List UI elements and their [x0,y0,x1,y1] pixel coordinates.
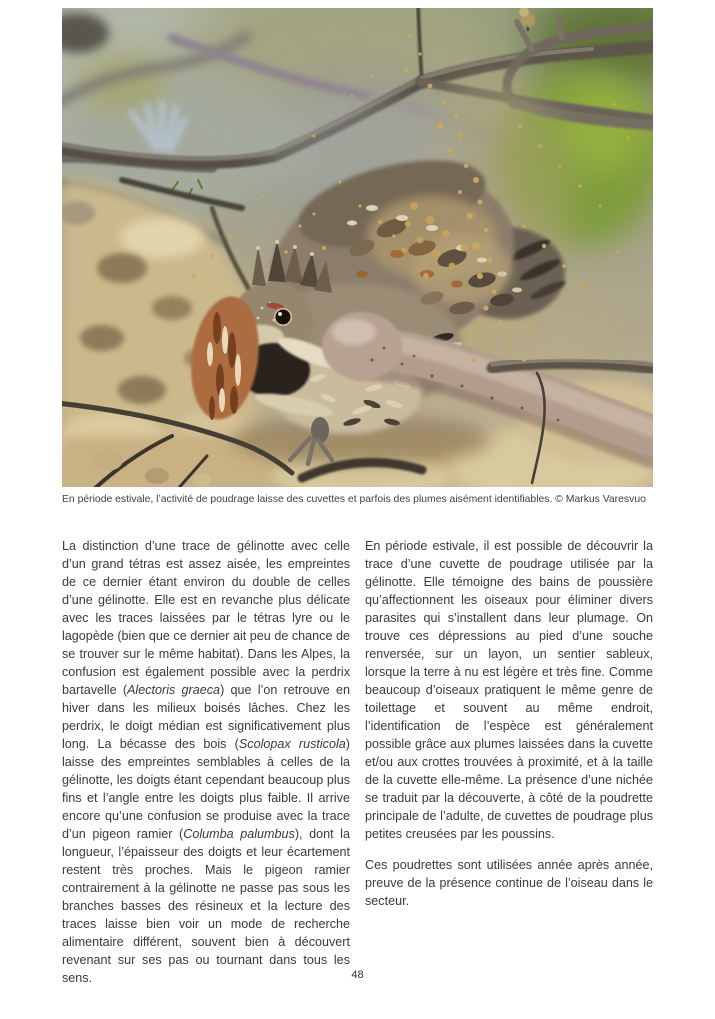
text-column-left [62,537,350,987]
page-number: 48 [351,969,364,981]
bird-eye [276,310,291,325]
body-paragraph: Ces poudrettes sont utilisées année après année, preuve de la présence continue de l’oiseau dans le secteur. [365,858,653,908]
body-paragraph: En période estivale, il est possible de découvrir la trace d’une cuvette de poudrage utilisée par la gélinotte. Elle témoigne des bains de poussière qu’affectionnent les oiseaux pour éliminer divers parasites qui s’installent dans leur plumage. On trouve ces dépressions au pied d’une souche renversée, sur un layon, un sentier sableux, lorsque la terre à nu est légère et très fine. Comme beaucoup d’oiseaux pratiquent le même genre de toilettage et souvent au même endroit, l’identification de l’espèce est généralement possible grâce aux plumes laissées dans la cuvette et/ou aux crottes trouvées à proximité, et à la taille de la cuvette elle-même. La présence d’une nichée se traduit par la découverte, à côté de la poudrette principale de l’adulte, de cuvettes de poudrage plus petites creusées par les poussins. [365,539,653,841]
photo-caption: En période estivale, l’activité de poudrage laisse des cuvettes et parfois des plumes aisément identifiables. © Markus Varesvuo [62,494,646,505]
article-body [62,537,653,987]
text-column-right [365,537,653,987]
grouse-photo [62,8,653,487]
grouse-photo-illustration [62,8,653,487]
body-paragraph: La distinction d’une trace de gélinotte avec celle d’un grand tétras est assez aisée, les empreintes de ce dernier étant environ du double de celles d’une gélinotte. Elle est en revanche plus délicate avec les traces laissées par le tétras lyre ou le lagopède (bien que ce dernier ait peu de chance de se trouver sur le même habitat). Dans les Alpes, la confusion est également possible avec la perdrix bartavelle (Alectoris graeca) que l’on retrouve en hiver dans les milieux boisés lâches. Chez les perdrix, le doigt médian est significativement plus long. La bécasse des bois (Scolopax rusticola) laisse des empreintes semblables à celles de la gélinotte, les doigts étant cependant beaucoup plus fins et l’angle entre les doigts plus faible. Il arrive encore qu’une confusion se produise avec la trace d’un pigeon ramier (Columba palumbus), dont la longueur, l’épaisseur des doigts et leur écartement restent très proches. Mais le pigeon ramier contrairement à la gélinotte ne passe pas sous les branches basses des résineux et la lecture des traces laisse bien voir un mode de recherche alimentaire différent, souvent bien à découvert revenant sur ses pas ou tournant dans tous les sens. [62,539,350,985]
